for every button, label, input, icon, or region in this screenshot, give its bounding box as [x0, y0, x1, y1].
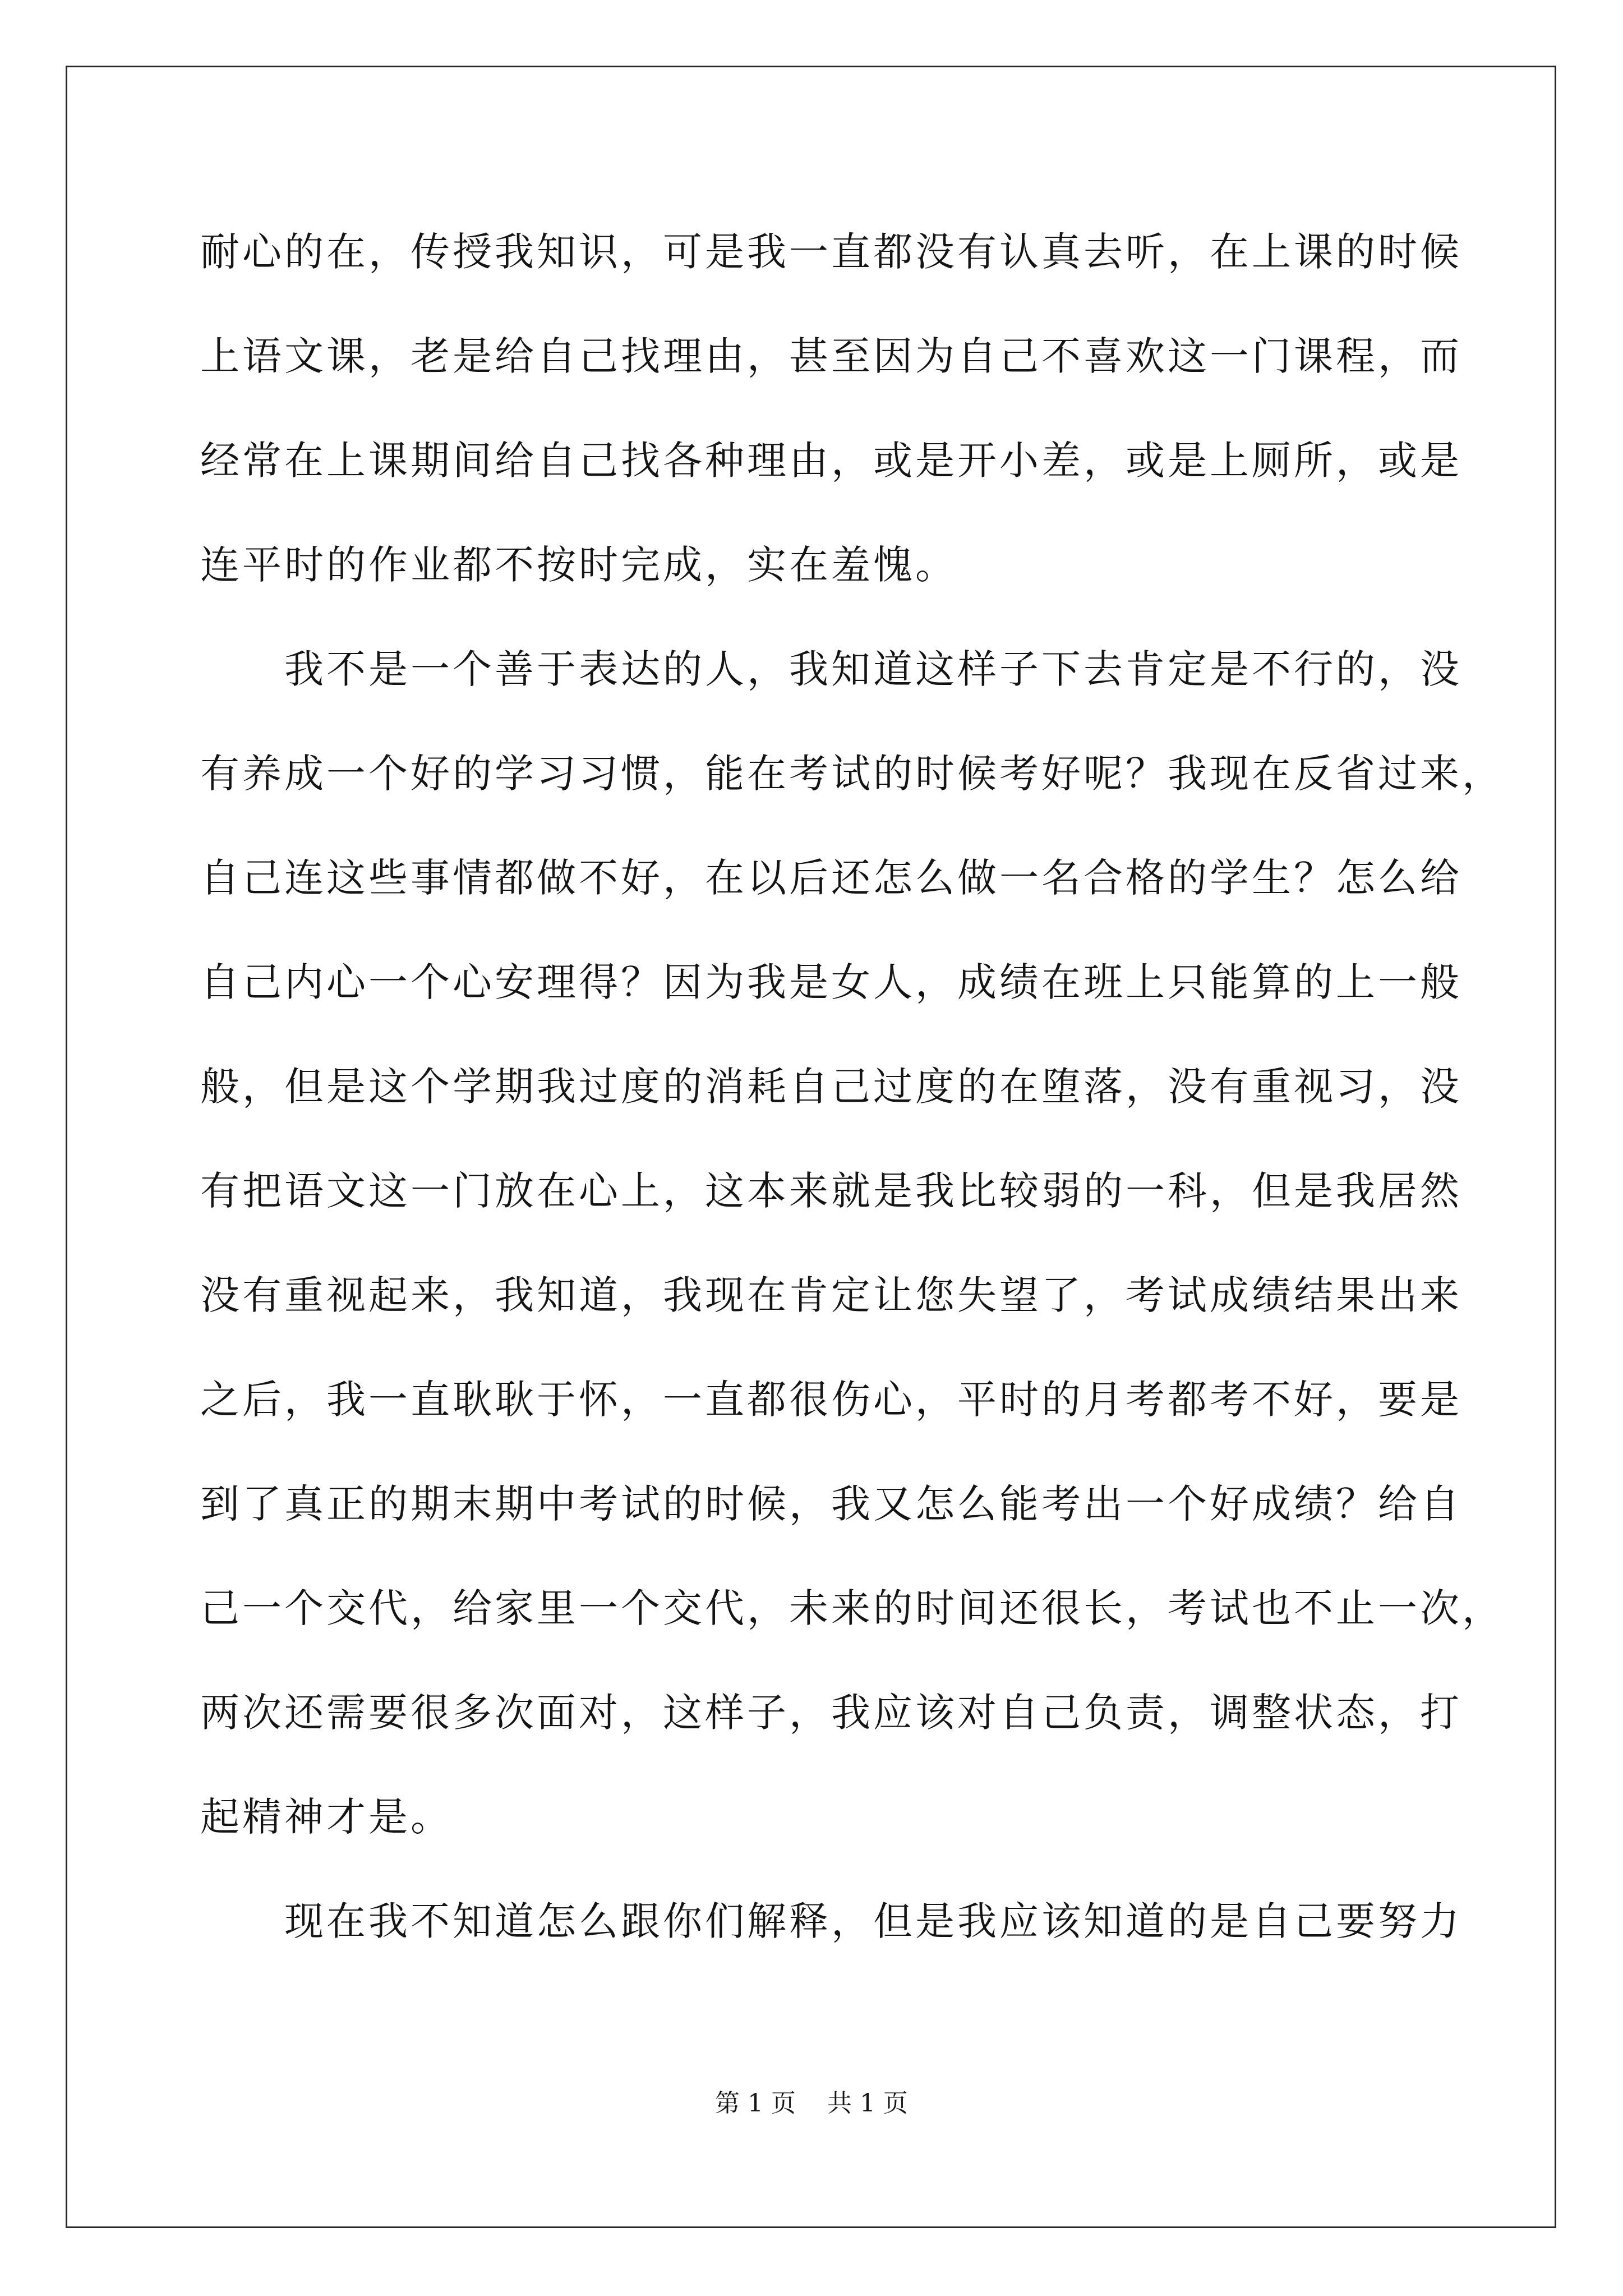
text-line: 上语文课，老是给自己找理由，甚至因为自己不喜欢这一门课程，而: [200, 333, 1462, 379]
text-line: 之后，我一直耿耿于怀，一直都很伤心，平时的月考都考不好，要是: [200, 1377, 1462, 1423]
text-line: 有把语文这一门放在心上，这本来就是我比较弱的一科，但是我居然: [200, 1168, 1462, 1214]
text-line: 到了真正的期末期中考试的时候，我又怎么能考出一个好成绩？给自: [200, 1481, 1462, 1527]
body-text: [200, 222, 1504, 1995]
text-line: 自己连这些事情都做不好，在以后还怎么做一名合格的学生？怎么给: [200, 855, 1462, 901]
text-line: 没有重视起来，我知道，我现在肯定让您失望了，考试成绩结果出来: [200, 1272, 1462, 1318]
text-line: 我不是一个善于表达的人，我知道这样子下去肯定是不行的，没: [284, 646, 1462, 692]
text-line: 耐心的在，传授我知识，可是我一直都没有认真去听，在上课的时候: [200, 229, 1462, 275]
text-line: 起精神才是。: [200, 1794, 453, 1840]
text-line: 两次还需要很多次面对，这样子，我应该对自己负责，调整状态，打: [200, 1690, 1462, 1736]
text-line: 经常在上课期间给自己找各种理由，或是开小差，或是上厕所，或是: [200, 438, 1462, 484]
text-line: 自己内心一个心安理得？因为我是女人，成绩在班上只能算的上一般: [200, 959, 1462, 1005]
text-line: 己一个交代，给家里一个交代，未来的时间还很长，考试也不止一次，: [200, 1585, 1504, 1631]
text-line: 有养成一个好的学习习惯，能在考试的时候考好呢？我现在反省过来，: [200, 751, 1504, 797]
text-line: 般，但是这个学期我过度的消耗自己过度的在堕落，没有重视习，没: [200, 1064, 1462, 1110]
page-number-footer: 第 1 页 共 1 页: [715, 2089, 908, 2118]
text-line: 现在我不知道怎么跟你们解释，但是我应该知道的是自己要努力: [284, 1898, 1462, 1944]
text-line: 连平时的作业都不按时完成，实在羞愧。: [200, 542, 957, 588]
